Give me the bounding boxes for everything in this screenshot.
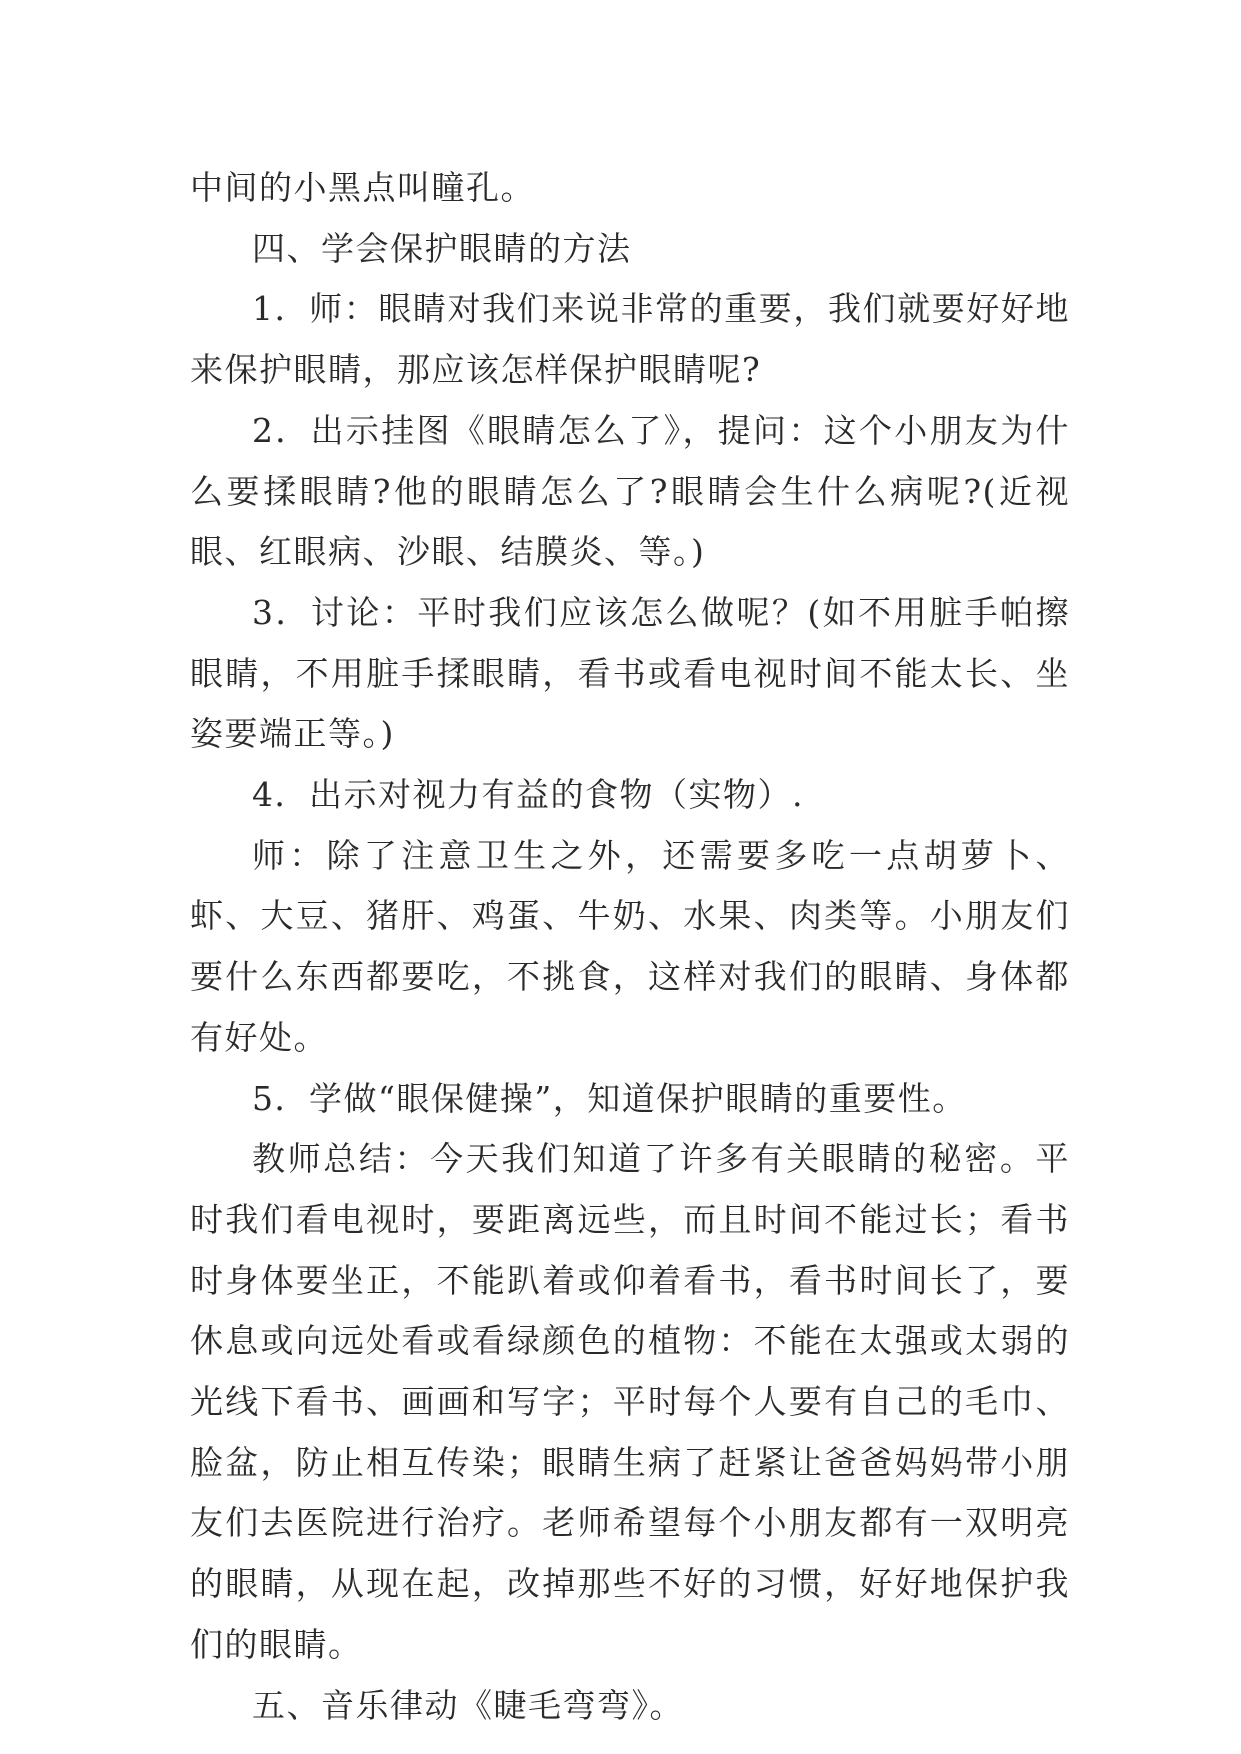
paragraph-step-2: 2．出示挂图《眼睛怎么了》，提问：这个小朋友为什么要揉眼睛?他的眼睛怎么了?眼睛会生什么病呢?(近视眼、红眼病、沙眼、结膜炎、等。)	[190, 410, 1070, 572]
paragraph-step-1: 1．师：眼睛对我们来说非常的重要，我们就要好好地来保护眼睛，那应该怎样保护眼睛呢?	[190, 289, 1070, 390]
document-body	[190, 158, 1070, 1736]
section-heading-protect-eyes: 四、学会保护眼睛的方法	[252, 228, 632, 268]
paragraph-step-4: 4．出示对视力有益的食物（实物）.	[252, 775, 804, 815]
paragraph-step-3: 3．讨论：平时我们应该怎么做呢？(如不用脏手帕擦眼睛，不用脏手揉眼睛，看书或看电视时间不能太长、坐姿要端正等。)	[190, 592, 1070, 754]
paragraph-teacher-food: 师：除了注意卫生之外，还需要多吃一点胡萝卜、虾、大豆、猪肝、鸡蛋、牛奶、水果、肉类等。小朋友们要什么东西都要吃，不挑食，这样对我们的眼睛、身体都有好处。	[190, 835, 1070, 1057]
paragraph-step-5: 5．学做“眼保健操”，知道保护眼睛的重要性。	[252, 1078, 967, 1118]
paragraph-pupil-continuation: 中间的小黑点叫瞳孔。	[190, 168, 535, 207]
section-heading-music: 五、音乐律动《睫毛弯弯》。	[252, 1685, 684, 1725]
paragraph-teacher-summary: 教师总结：今天我们知道了许多有关眼睛的秘密。平时我们看电视时，要距离远些，而且时间不能过长；看书时身体要坐正，不能趴着或仰着看书，看书时间长了，要休息或向远处看或看绿颜色的植物：不能在太强或太弱的光线下看书、画画和写字；平时每个人要有自己的毛巾、脸盆，防止相互传染；眼睛生病了赶紧让爸爸妈妈带小朋友们去医院进行治疗。老师希望每个小朋友都有一双明亮的眼睛，从现在起，改掉那些不好的习惯，好好地保护我们的眼睛。	[190, 1139, 1070, 1664]
